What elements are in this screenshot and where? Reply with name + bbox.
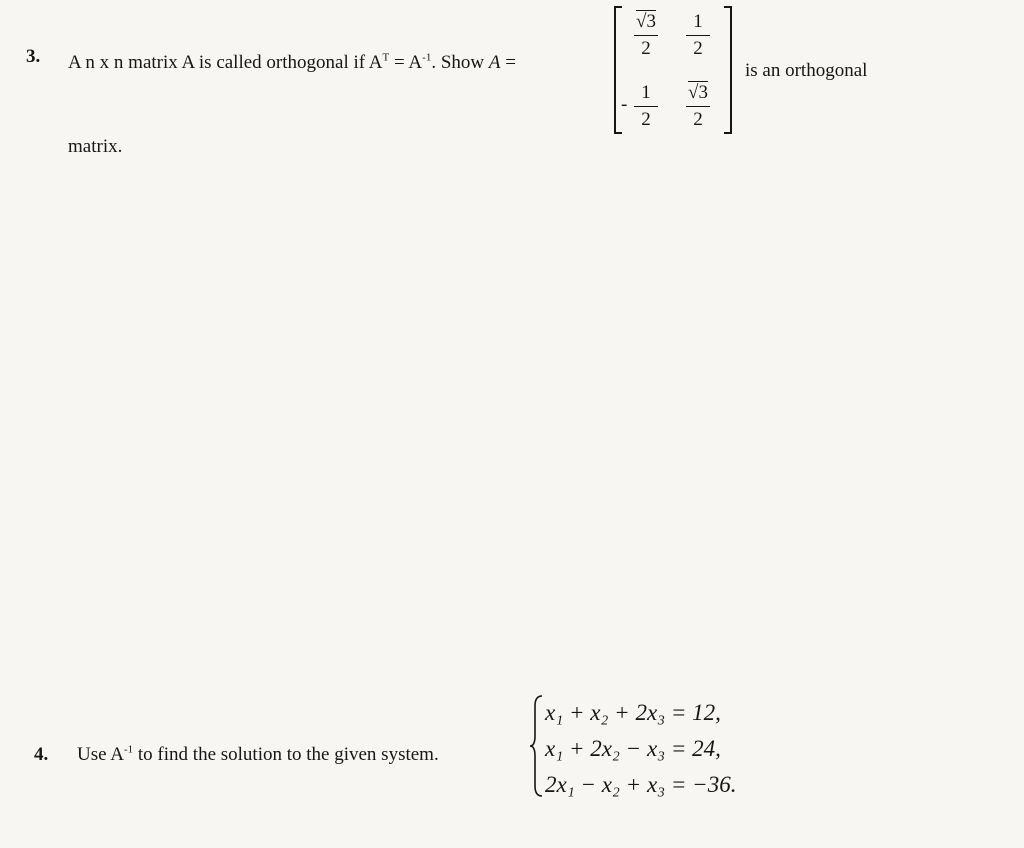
matrix-A <box>614 6 732 134</box>
question-3-number: 3. <box>26 46 41 67</box>
question-3-text-after: is an orthogonal <box>745 60 868 81</box>
system-brace <box>529 694 543 798</box>
equation-2: x₁ + 2x₂ − x₃ = 24, <box>545 736 721 761</box>
q4-sup-inv: -1 <box>123 743 134 756</box>
matrix-entry-12: 1 2 <box>681 11 715 60</box>
question-3-text-continued: matrix. <box>68 136 123 157</box>
q3-equals: = A <box>389 52 423 73</box>
matrix-entry-21-sign: - <box>621 94 628 115</box>
q4-text-before: Use A <box>77 744 124 765</box>
question-4-text <box>77 744 439 766</box>
matrix-entry-22: √3 2 <box>681 82 715 131</box>
equation-3: 2x₁ − x₂ + x₃ = −36. <box>545 772 737 797</box>
q3-sup-inv: -1 <box>422 51 432 64</box>
q3-matrix-equals: = <box>500 52 516 73</box>
q3-show-part: . Show <box>431 52 489 73</box>
matrix-right-bracket <box>724 6 732 134</box>
q4-text-after: to find the solution to the given system. <box>133 744 439 765</box>
q3-text-before: A n x n matrix A is called orthogonal if A <box>68 52 383 73</box>
q3-matrix-name: A <box>488 52 501 73</box>
q3-sup-T: T <box>382 51 390 64</box>
equation-system <box>545 695 736 803</box>
question-3-text <box>68 52 516 74</box>
matrix-entry-21: 1 2 <box>629 82 663 131</box>
question-4-number: 4. <box>34 744 49 765</box>
equation-1: x₁ + x₂ + 2x₃ = 12, <box>545 700 721 725</box>
matrix-entry-11: √3 2 <box>629 11 663 60</box>
